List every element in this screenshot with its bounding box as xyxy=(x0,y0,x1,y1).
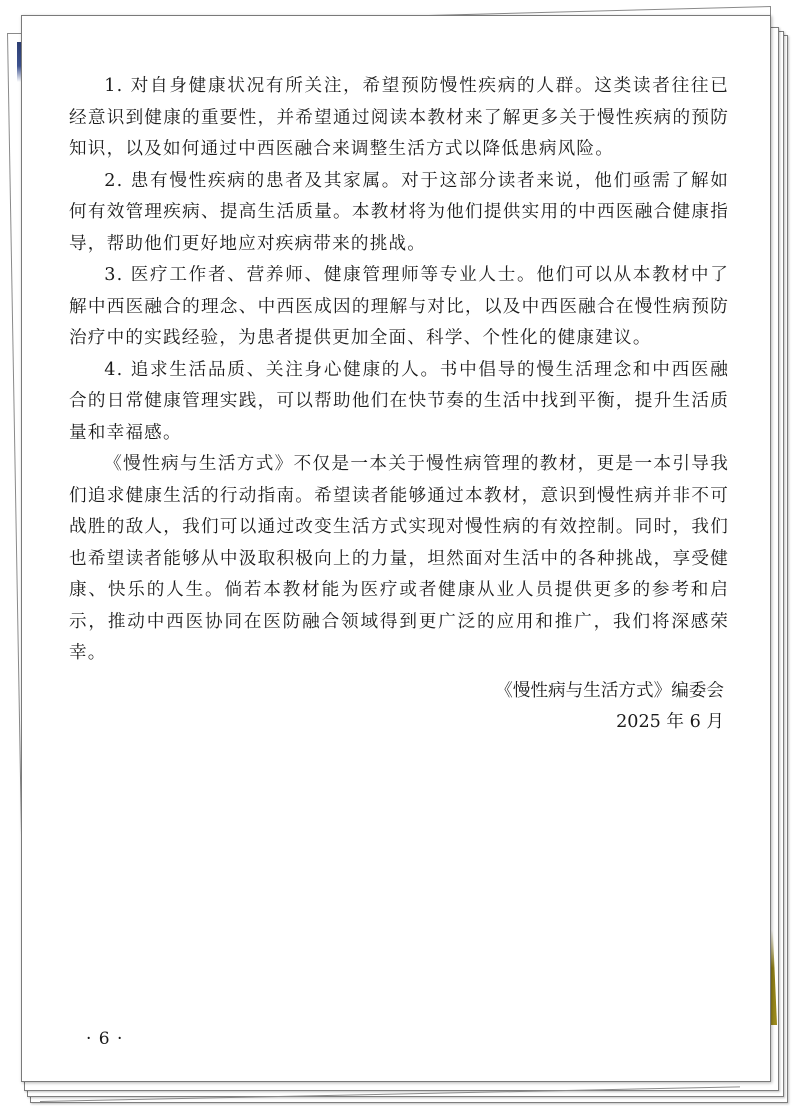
page-number: · 6 · xyxy=(86,1029,124,1049)
signature-block xyxy=(495,676,724,738)
paragraph-closing: 《慢性病与生活方式》不仅是一本关于慢性病管理的教材，更是一本引导我们追求健康生活的行动指南。希望读者能够通过本教材，意识到慢性病并非不可战胜的敌人，我们可以通过改变生活方式实现对慢性病的有效控制。同时，我们也希望读者能够从中汲取积极向上的力量，坦然面对生活中的各种挑战，享受健康、快乐的人生。倘若本教材能为医疗或者健康从业人员提供更多的参考和启示，推动中西医协同在医防融合领域得到更广泛的应用和推广，我们将深感荣幸。 xyxy=(69,454,729,663)
document-page xyxy=(21,15,771,1082)
page-body xyxy=(69,71,729,670)
paragraph-reader-group-1: 1. 对自身健康状况有所关注，希望预防慢性疾病的人群。这类读者往往已经意识到健康的重要性，并希望通过阅读本教材来了解更多关于慢性疾病的预防知识，以及如何通过中西医融合来调整生活方式以降低患病风险。 xyxy=(69,76,729,159)
paragraph-reader-group-4: 4. 追求生活品质、关注身心健康的人。书中倡导的慢生活理念和中西医融合的日常健康管理实践，可以帮助他们在快节奏的生活中找到平衡，提升生活质量和幸福感。 xyxy=(69,359,729,443)
paragraph-reader-group-3: 3. 医疗工作者、营养师、健康管理师等专业人士。他们可以从本教材中了解中西医融合的理念、中西医成因的理解与对比，以及中西医融合在慢性病预防治疗中的实践经验，为患者提供更加全面、科学、个性化的健康建议。 xyxy=(69,265,729,348)
signature-date: 2025 年 6 月 xyxy=(616,712,724,732)
signature-author: 《慢性病与生活方式》编委会 xyxy=(495,681,724,701)
paragraph-reader-group-2: 2. 患有慢性疾病的患者及其家属。对于这部分读者来说，他们亟需了解如何有效管理疾病、提高生活质量。本教材将为他们提供实用的中西医融合健康指导，帮助他们更好地应对疾病带来的挑战。 xyxy=(69,170,729,254)
